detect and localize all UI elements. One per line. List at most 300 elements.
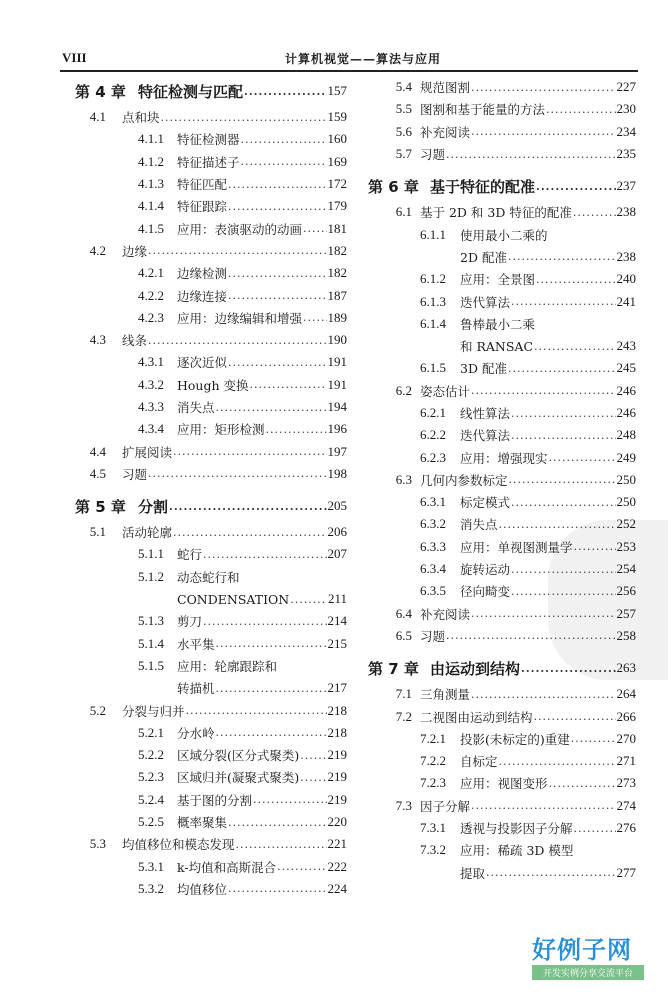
toc-subsection-entry[interactable] [368,402,636,424]
watermark-brand: 好例子网 [532,935,632,964]
toc-entry-title: 基于图的分割 [177,792,253,808]
toc-entry-page: 198 [327,465,347,481]
toc-entry-page: 270 [616,730,636,746]
toc-entry-title: 特征匹配 [177,177,228,193]
toc-entry-page: 243 [616,338,636,354]
toc-subsection-entry[interactable] [368,772,636,794]
toc-entry-number: 5.3.1 [138,858,164,874]
dot-leader [521,662,615,675]
toc-right-column [368,76,636,884]
toc-entry-title: 水平集 [177,636,215,652]
toc-section-entry[interactable] [368,625,636,647]
toc-entry-number: 4.3.4 [138,421,164,437]
toc-subsection-entry[interactable] [75,789,347,811]
toc-section-entry[interactable] [75,463,347,485]
dot-leader [253,793,326,806]
toc-entry-title: 自标定 [460,754,498,770]
toc-subsection-entry[interactable] [75,195,347,217]
toc-subsection-entry[interactable] [368,839,636,861]
toc-subsection-entry[interactable] [75,677,347,699]
toc-entry-number: 6.4 [395,605,412,621]
toc-section-entry[interactable] [75,106,347,128]
dot-leader [471,799,615,812]
toc-left-column [75,76,347,900]
toc-section-entry[interactable] [368,76,636,98]
toc-chapter-entry[interactable] [368,653,636,683]
dot-leader [228,267,326,280]
toc-entry-page: 190 [327,332,347,348]
toc-subsection-entry[interactable] [368,357,636,379]
toc-entry-number: 6.3.5 [420,583,446,599]
toc-entry-number: 6.3.3 [420,538,446,554]
dot-leader [303,222,326,235]
dot-leader [300,749,326,762]
toc-entry-title: 补充阅读 [420,124,471,140]
toc-entry-title: 迭代算法 [460,294,511,310]
toc-subsection-entry[interactable] [368,513,636,535]
toc-entry-number: 5.2.4 [138,791,164,807]
toc-entry-number: 6.1.5 [420,360,446,376]
toc-entry-number: 4.1 [89,109,106,125]
dot-leader [499,518,616,531]
toc-entry-number: 5.7 [395,146,412,162]
dot-leader [508,250,616,263]
dot-leader [266,423,327,436]
toc-entry-page: 218 [327,702,347,718]
toc-entry-page: 182 [327,265,347,281]
toc-entry-page: 182 [327,242,347,258]
running-header-title: 计算机视觉——算法与应用 [285,52,442,66]
toc-entry-number: 4.1.2 [138,153,164,169]
toc-entry-page: 230 [616,101,636,117]
toc-entry-number: 5.2.1 [138,724,164,740]
toc-entry-title: 应用：全景图 [460,272,536,288]
toc-entry-number: 4.2.2 [138,287,164,303]
toc-entry-title: 特征检测器 [177,132,240,148]
toc-entry-page: 224 [327,880,347,896]
site-watermark [532,930,644,980]
toc-subsection-entry[interactable] [75,374,347,396]
dot-leader [236,838,327,851]
dot-leader [536,180,615,193]
toc-entry-title: 应用：视图变形 [460,776,548,792]
toc-subsection-entry[interactable] [75,543,347,565]
toc-subsection-entry[interactable] [75,811,347,833]
dot-leader [173,526,326,539]
toc-entry-title: 投影(未标定的)重建 [460,731,570,747]
toc-entry-title: 剪刀 [177,614,203,630]
toc-entry-title: 鲁棒最小二乘 [460,316,536,332]
toc-entry-page: 189 [327,309,347,325]
dot-leader [241,155,327,168]
toc-entry-page: 160 [327,131,347,147]
toc-entry-page: 248 [616,427,636,443]
toc-entry-number: 5.1.3 [138,613,164,629]
toc-entry-title: 特征描述子 [177,154,240,170]
toc-entry-title: 概率聚集 [177,815,228,831]
toc-entry-number: 5.2 [89,702,106,718]
dot-leader [161,111,327,124]
toc-entry-title: 逐次近似 [177,355,228,371]
toc-entry-page: 238 [616,204,636,220]
toc-section-entry[interactable] [368,469,636,491]
toc-entry-title: 边缘检测 [177,266,228,282]
toc-entry-page: 187 [327,287,347,303]
toc-entry-title: 点和块 [122,110,160,126]
toc-section-entry[interactable] [75,833,347,855]
dot-leader [148,467,326,480]
toc-entry-number: 4.3.2 [138,376,164,392]
toc-entry-title: 几何内参数标定 [420,472,508,488]
toc-entry-title: 蛇行 [177,547,203,563]
toc-entry-title: 标定模式 [460,495,511,511]
toc-entry-title: 习题 [122,466,148,482]
toc-entry-title: 转描机 [177,681,215,697]
toc-entry-page: 219 [327,769,347,785]
dot-leader [241,133,327,146]
toc-entry-page: 241 [616,293,636,309]
toc-subsection-entry[interactable] [75,878,347,900]
toc-entry-title: 消失点 [460,517,498,533]
toc-entry-number: 5.3 [89,836,106,852]
toc-subsection-entry[interactable] [75,744,347,766]
toc-entry-number: 7.3.1 [420,820,446,836]
toc-entry-title: 边缘连接 [177,288,228,304]
toc-section-entry[interactable] [368,603,636,625]
dot-leader [244,85,326,98]
dot-leader [228,200,326,213]
toc-entry-number: 4.2 [89,242,106,258]
toc-entry-page: 194 [327,399,347,414]
toc-entry-page: 245 [616,360,636,376]
toc-subsection-entry[interactable] [75,262,347,284]
dot-leader [216,682,327,695]
toc-entry-number: 7.2.1 [420,730,446,746]
toc-entry-number: 6.1 [395,204,412,220]
toc-subsection-entry[interactable] [75,217,347,239]
toc-subsection-entry[interactable] [368,728,636,750]
toc-entry-title: 应用：轮廓跟踪和 [177,658,278,674]
toc-entry-number: 5.3.2 [138,880,164,896]
toc-entry-title: 规范图割 [420,80,471,96]
toc-entry-title: 消失点 [177,400,215,415]
toc-entry-title: 和 RANSAC [460,339,534,355]
dot-leader [303,311,326,324]
dot-leader [446,148,615,161]
toc-entry-page: 256 [616,583,636,599]
toc-subsection-entry[interactable] [75,396,347,418]
toc-entry-number: 6.3.1 [420,494,446,510]
toc-entry-number: 5.1.1 [138,546,164,562]
toc-entry-number: 5.2.2 [138,747,164,763]
toc-entry-number: 7.1 [395,686,412,702]
toc-entry-title: 分水岭 [177,725,215,741]
toc-section-entry[interactable] [368,201,636,223]
toc-entry-page: 273 [616,775,636,791]
toc-entry-number: 7.2.3 [420,775,446,791]
toc-subsection-entry[interactable] [75,128,347,150]
dot-leader [573,206,616,219]
toc-entry-number: 5.1.2 [138,568,164,584]
toc-section-entry[interactable] [368,121,636,143]
toc-entry-title: 应用：矩形检测 [177,422,265,438]
toc-section-entry[interactable] [368,380,636,402]
dot-leader [203,548,326,561]
toc-entry-number: 7.3 [395,797,412,813]
toc-entry-page: 211 [327,591,347,607]
toc-entry-number: 6.2.1 [420,405,446,420]
toc-entry-number: 6.5 [395,627,412,643]
toc-subsection-entry[interactable] [75,633,347,655]
toc-entry-page: 271 [616,753,636,769]
toc-entry-number: 4.2.1 [138,265,164,281]
toc-entry-title: 区域归并(凝聚式聚类) [177,770,300,786]
toc-entry-title: 均值移位 [177,881,228,897]
dot-leader [549,451,616,464]
toc-entry-title: 习题 [420,147,446,163]
toc-entry-page: 197 [327,443,347,459]
toc-entry-number: 4.1.3 [138,176,164,192]
dot-leader [228,816,326,829]
toc-subsection-entry[interactable] [368,424,636,446]
toc-entry-page: 218 [327,724,347,740]
toc-entry-page: 172 [327,176,347,192]
toc-subsection-entry[interactable] [75,766,347,788]
toc-entry-page: 227 [616,79,636,95]
toc-subsection-entry[interactable] [368,750,636,772]
toc-entry-number: 6.2.2 [420,427,446,443]
toc-section-entry[interactable] [75,240,347,262]
toc-entry-title: 径向畸变 [460,584,511,600]
toc-subsection-entry[interactable] [75,566,347,588]
toc-entry-number: 第 4 章 [75,82,126,101]
toc-entry-number: 5.5 [395,101,412,117]
toc-entry-title: 特征检测与匹配 [138,82,244,101]
toc-entry-title: 使用最小二乘的 [460,227,548,243]
toc-subsection-entry[interactable] [75,588,347,610]
toc-entry-page: 257 [616,605,636,621]
toc-entry-title: 均值移位和模态发现 [122,837,235,853]
dot-leader [203,615,326,628]
toc-entry-number: 4.3.1 [138,354,164,370]
toc-entry-page: 181 [327,220,347,236]
toc-subsection-entry[interactable] [368,491,636,513]
toc-subsection-entry[interactable] [75,151,347,173]
toc-entry-page: 169 [327,153,347,169]
toc-entry-title: 活动轮廓 [122,525,173,541]
toc-entry-number: 4.3.3 [138,399,164,414]
toc-entry-page: 219 [327,791,347,807]
page-number: VIII [62,50,87,65]
toc-entry-title: 基于 2D 和 3D 特征的配准 [420,205,572,221]
toc-entry-page: 258 [616,627,636,643]
dot-leader [148,244,326,257]
toc-entry-number: 4.2.3 [138,309,164,325]
toc-entry-title: Hough 变换 [177,377,249,393]
toc-entry-title: 分割 [138,497,169,516]
dot-leader [446,629,615,642]
toc-entry-title: 边缘 [122,243,148,259]
toc-entry-page: 250 [616,471,636,487]
toc-section-entry[interactable] [75,440,347,462]
dot-leader [486,866,615,879]
dot-leader [169,500,326,513]
dot-leader [228,178,326,191]
dot-leader [300,771,326,784]
dot-leader [290,593,327,606]
toc-section-entry[interactable] [368,143,636,165]
toc-entry-title: 姿态估计 [420,383,471,399]
toc-entry-number: 4.1.5 [138,220,164,236]
toc-entry-page: 196 [327,421,347,437]
toc-entry-title: 应用：单视图测量学 [460,539,573,555]
toc-entry-number: 5.4 [395,79,412,95]
toc-entry-title: 透视与投影因子分解 [460,821,573,837]
toc-entry-page: 206 [327,524,347,540]
toc-entry-title: 提取 [460,865,486,881]
header-rule [60,70,638,72]
toc-section-entry[interactable] [368,98,636,120]
toc-entry-page: 252 [616,516,636,532]
toc-entry-title: 应用：增强现实 [460,450,548,466]
toc-entry-title: CONDENSATION [177,591,290,607]
toc-entry-title: 由运动到结构 [430,659,521,678]
toc-subsection-entry[interactable] [75,351,347,373]
toc-entry-title: 应用：表演驱动的动画 [177,221,303,237]
toc-subsection-entry[interactable] [368,223,636,245]
toc-subsection-entry[interactable] [368,290,636,312]
toc-subsection-entry[interactable] [75,655,347,677]
toc-entry-title: 区域分裂(区分式聚类) [177,748,300,764]
toc-entry-number: 6.3 [395,471,412,487]
toc-entry-number: 4.1.1 [138,131,164,147]
toc-entry-page: 276 [616,820,636,836]
toc-subsection-entry[interactable] [368,558,636,580]
toc-section-entry[interactable] [368,795,636,817]
dot-leader [228,882,326,895]
toc-entry-number: 6.2.3 [420,449,446,465]
dot-leader [549,777,616,790]
dot-leader [471,384,615,397]
toc-entry-page: 219 [327,747,347,763]
toc-chapter-entry[interactable] [75,491,347,521]
toc-subsection-entry[interactable] [75,173,347,195]
toc-entry-page: 214 [327,613,347,629]
toc-entry-page: 237 [616,178,636,194]
toc-chapter-entry[interactable] [368,171,636,201]
dot-leader [216,637,327,650]
toc-entry-page: 246 [616,405,636,420]
toc-entry-title: 补充阅读 [420,606,471,622]
toc-entry-title: 动态蛇行和 [177,569,240,585]
toc-subsection-entry[interactable] [75,418,347,440]
toc-section-entry[interactable] [368,683,636,705]
toc-entry-page: 240 [616,271,636,287]
toc-entry-number: 5.2.3 [138,769,164,785]
toc-subsection-entry[interactable] [368,335,636,357]
dot-leader [228,356,326,369]
toc-subsection-entry[interactable] [368,536,636,558]
dot-leader [511,295,615,308]
dot-leader [574,540,616,553]
toc-entry-page: 277 [616,864,636,880]
toc-entry-number: 6.1.3 [420,293,446,309]
dot-leader [511,496,615,509]
toc-entry-title: 3D 配准 [460,361,507,377]
toc-chapter-entry[interactable] [75,76,347,106]
toc-entry-page: 263 [616,660,636,676]
toc-entry-title: 2D 配准 [460,249,507,265]
dot-leader [571,732,616,745]
toc-subsection-entry[interactable] [368,313,636,335]
toc-entry-page: 249 [616,449,636,465]
toc-entry-page: 157 [327,83,347,98]
toc-entry-page: 235 [616,146,636,162]
toc-entry-number: 6.1.1 [420,226,446,242]
toc-subsection-entry[interactable] [368,446,636,468]
toc-entry-number: 7.2.2 [420,753,446,769]
toc-entry-title: 二视图由运动到结构 [420,709,533,725]
dot-leader [250,378,327,391]
toc-entry-number: 6.3.4 [420,561,446,577]
toc-subsection-entry[interactable] [368,817,636,839]
toc-entry-number: 4.3 [89,332,106,348]
dot-leader [216,726,327,739]
toc-subsection-entry[interactable] [75,610,347,632]
toc-entry-page: 253 [616,538,636,554]
toc-subsection-entry[interactable] [368,862,636,884]
toc-entry-number: 第 5 章 [75,497,126,516]
toc-section-entry[interactable] [75,329,347,351]
toc-section-entry[interactable] [368,705,636,727]
dot-leader [471,81,615,94]
toc-subsection-entry[interactable] [368,246,636,268]
toc-entry-title: 扩展阅读 [122,444,173,460]
toc-subsection-entry[interactable] [368,580,636,602]
toc-subsection-entry[interactable] [75,307,347,329]
toc-entry-page: 220 [327,814,347,830]
toc-entry-page: 191 [327,354,347,370]
toc-entry-title: 特征跟踪 [177,199,228,215]
toc-subsection-entry[interactable] [75,284,347,306]
toc-subsection-entry[interactable] [75,722,347,744]
toc-entry-title: 习题 [420,628,446,644]
toc-entry-number: 5.6 [395,123,412,139]
dot-leader [471,688,615,701]
dot-leader [509,473,616,486]
toc-subsection-entry[interactable] [368,268,636,290]
toc-subsection-entry[interactable] [75,856,347,878]
dot-leader [536,273,615,286]
dot-leader [499,755,616,768]
toc-entry-page: 266 [616,708,636,724]
toc-entry-title: 图割和基于能量的方法 [420,102,546,118]
dot-leader [546,103,615,116]
toc-entry-number: 4.4 [89,443,106,459]
dot-leader [471,125,615,138]
toc-entry-page: 159 [327,109,347,125]
toc-entry-number: 6.1.2 [420,271,446,287]
dot-leader [173,445,326,458]
toc-entry-page: 205 [327,498,347,514]
toc-section-entry[interactable] [75,521,347,543]
toc-entry-number: 5.1 [89,524,106,540]
toc-entry-title: 应用：稀疏 3D 模型 [460,843,574,859]
dot-leader [228,289,326,302]
toc-section-entry[interactable] [75,699,347,721]
toc-entry-page: 179 [327,198,347,214]
toc-entry-title: k-均值和高斯混合 [177,859,277,875]
